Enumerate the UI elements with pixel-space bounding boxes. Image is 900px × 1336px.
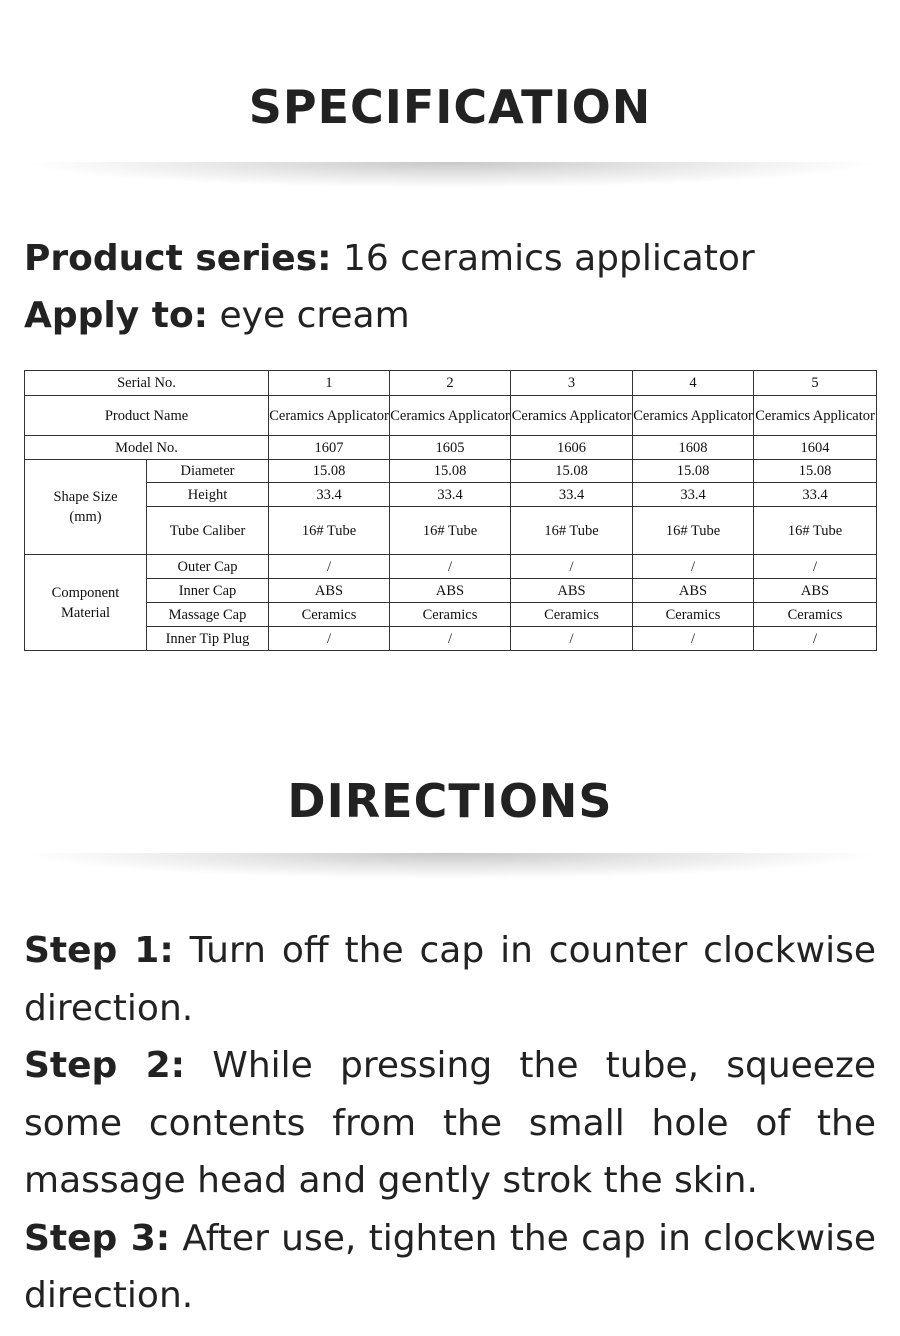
inner-tip-plug-label: Inner Tip Plug — [147, 627, 269, 651]
step-label: Step 1: — [24, 930, 174, 971]
table-cell: 1607 — [269, 436, 390, 460]
table-cell: ABS — [754, 579, 877, 603]
product-series-line — [24, 238, 755, 279]
apply-to-value: eye cream — [219, 295, 410, 336]
step-3 — [24, 1210, 876, 1325]
product-series-value: 16 ceramics applicator — [342, 238, 755, 279]
table-cell: Ceramics — [754, 603, 877, 627]
table-cell: 16# Tube — [754, 507, 877, 555]
table-row-serial — [25, 371, 877, 396]
step-2 — [24, 1037, 876, 1210]
table-cell: / — [390, 627, 511, 651]
table-cell: 1608 — [633, 436, 754, 460]
model-label: Model No. — [25, 436, 269, 460]
product-series-label: Product series: — [24, 238, 332, 279]
table-cell: ABS — [390, 579, 511, 603]
step-label: Step 2: — [24, 1045, 186, 1086]
table-cell: 15.08 — [633, 460, 754, 483]
apply-to-label: Apply to: — [24, 295, 209, 336]
table-cell: Ceramics — [633, 603, 754, 627]
table-cell: / — [269, 627, 390, 651]
table-cell: 1606 — [511, 436, 633, 460]
table-cell: / — [511, 555, 633, 579]
table-row-model — [25, 436, 877, 460]
table-cell: ABS — [633, 579, 754, 603]
table-cell: 3 — [511, 371, 633, 396]
step-1 — [24, 922, 876, 1037]
table-cell: 1604 — [754, 436, 877, 460]
directions-title: DIRECTIONS — [287, 774, 613, 828]
table-cell: 15.08 — [754, 460, 877, 483]
table-cell: 33.4 — [269, 483, 390, 507]
step-text: Turn off the cap in counter clockwise direction. — [24, 930, 876, 1029]
height-label: Height — [147, 483, 269, 507]
table-cell: 33.4 — [633, 483, 754, 507]
table-cell: 16# Tube — [511, 507, 633, 555]
table-cell: ABS — [511, 579, 633, 603]
directions-steps — [24, 922, 876, 1325]
section-divider — [20, 853, 880, 879]
table-cell: Ceramics — [511, 603, 633, 627]
step-label: Step 3: — [24, 1217, 171, 1259]
table-cell: 16# Tube — [390, 507, 511, 555]
table-cell: 15.08 — [269, 460, 390, 483]
outer-cap-label: Outer Cap — [147, 555, 269, 579]
shape-size-group-label: Shape Size (mm) — [25, 460, 147, 555]
table-row-massage-cap — [25, 603, 877, 627]
table-cell: / — [511, 627, 633, 651]
inner-cap-label: Inner Cap — [147, 579, 269, 603]
table-row-product-name — [25, 396, 877, 436]
table-row-height — [25, 483, 877, 507]
table-cell: / — [633, 555, 754, 579]
table-cell: 16# Tube — [633, 507, 754, 555]
step-text: While pressing the tube, squeeze some contents from the small hole of the massage head and gently strok the skin. — [24, 1045, 877, 1201]
table-cell: 33.4 — [511, 483, 633, 507]
table-cell: Ceramics Applicator — [633, 396, 754, 436]
table-cell: Ceramics Applicator — [390, 396, 511, 436]
table-cell: / — [390, 555, 511, 579]
product-name-label: Product Name — [25, 396, 269, 436]
table-cell: / — [754, 555, 877, 579]
table-cell: Ceramics — [269, 603, 390, 627]
table-cell: 2 — [390, 371, 511, 396]
table-cell: Ceramics — [390, 603, 511, 627]
table-row-tube-caliber — [25, 507, 877, 555]
specification-title: SPECIFICATION — [248, 80, 652, 134]
table-cell: 33.4 — [754, 483, 877, 507]
table-cell: 1605 — [390, 436, 511, 460]
table-cell: Ceramics Applicator — [269, 396, 390, 436]
tube-caliber-label: Tube Caliber — [147, 507, 269, 555]
table-cell: Ceramics Applicator — [754, 396, 877, 436]
specification-table — [24, 370, 877, 651]
table-cell: 16# Tube — [269, 507, 390, 555]
table-row-diameter — [25, 460, 877, 483]
component-material-group-label: Component Material — [25, 555, 147, 651]
massage-cap-label: Massage Cap — [147, 603, 269, 627]
table-row-outer-cap — [25, 555, 877, 579]
table-cell: 5 — [754, 371, 877, 396]
table-cell: 33.4 — [390, 483, 511, 507]
table-cell: / — [269, 555, 390, 579]
table-cell: / — [633, 627, 754, 651]
table-cell: Ceramics Applicator — [511, 396, 633, 436]
table-cell: 4 — [633, 371, 754, 396]
table-cell: ABS — [269, 579, 390, 603]
table-row-inner-cap — [25, 579, 877, 603]
serial-label: Serial No. — [25, 371, 269, 396]
table-row-inner-tip-plug — [25, 627, 877, 651]
table-cell: 15.08 — [390, 460, 511, 483]
table-cell: 15.08 — [511, 460, 633, 483]
table-cell: 1 — [269, 371, 390, 396]
diameter-label: Diameter — [147, 460, 269, 483]
section-divider — [20, 162, 880, 188]
step-text: After use, tighten the cap in clockwise direction. — [24, 1217, 876, 1316]
apply-to-line — [24, 295, 410, 336]
table-cell: / — [754, 627, 877, 651]
